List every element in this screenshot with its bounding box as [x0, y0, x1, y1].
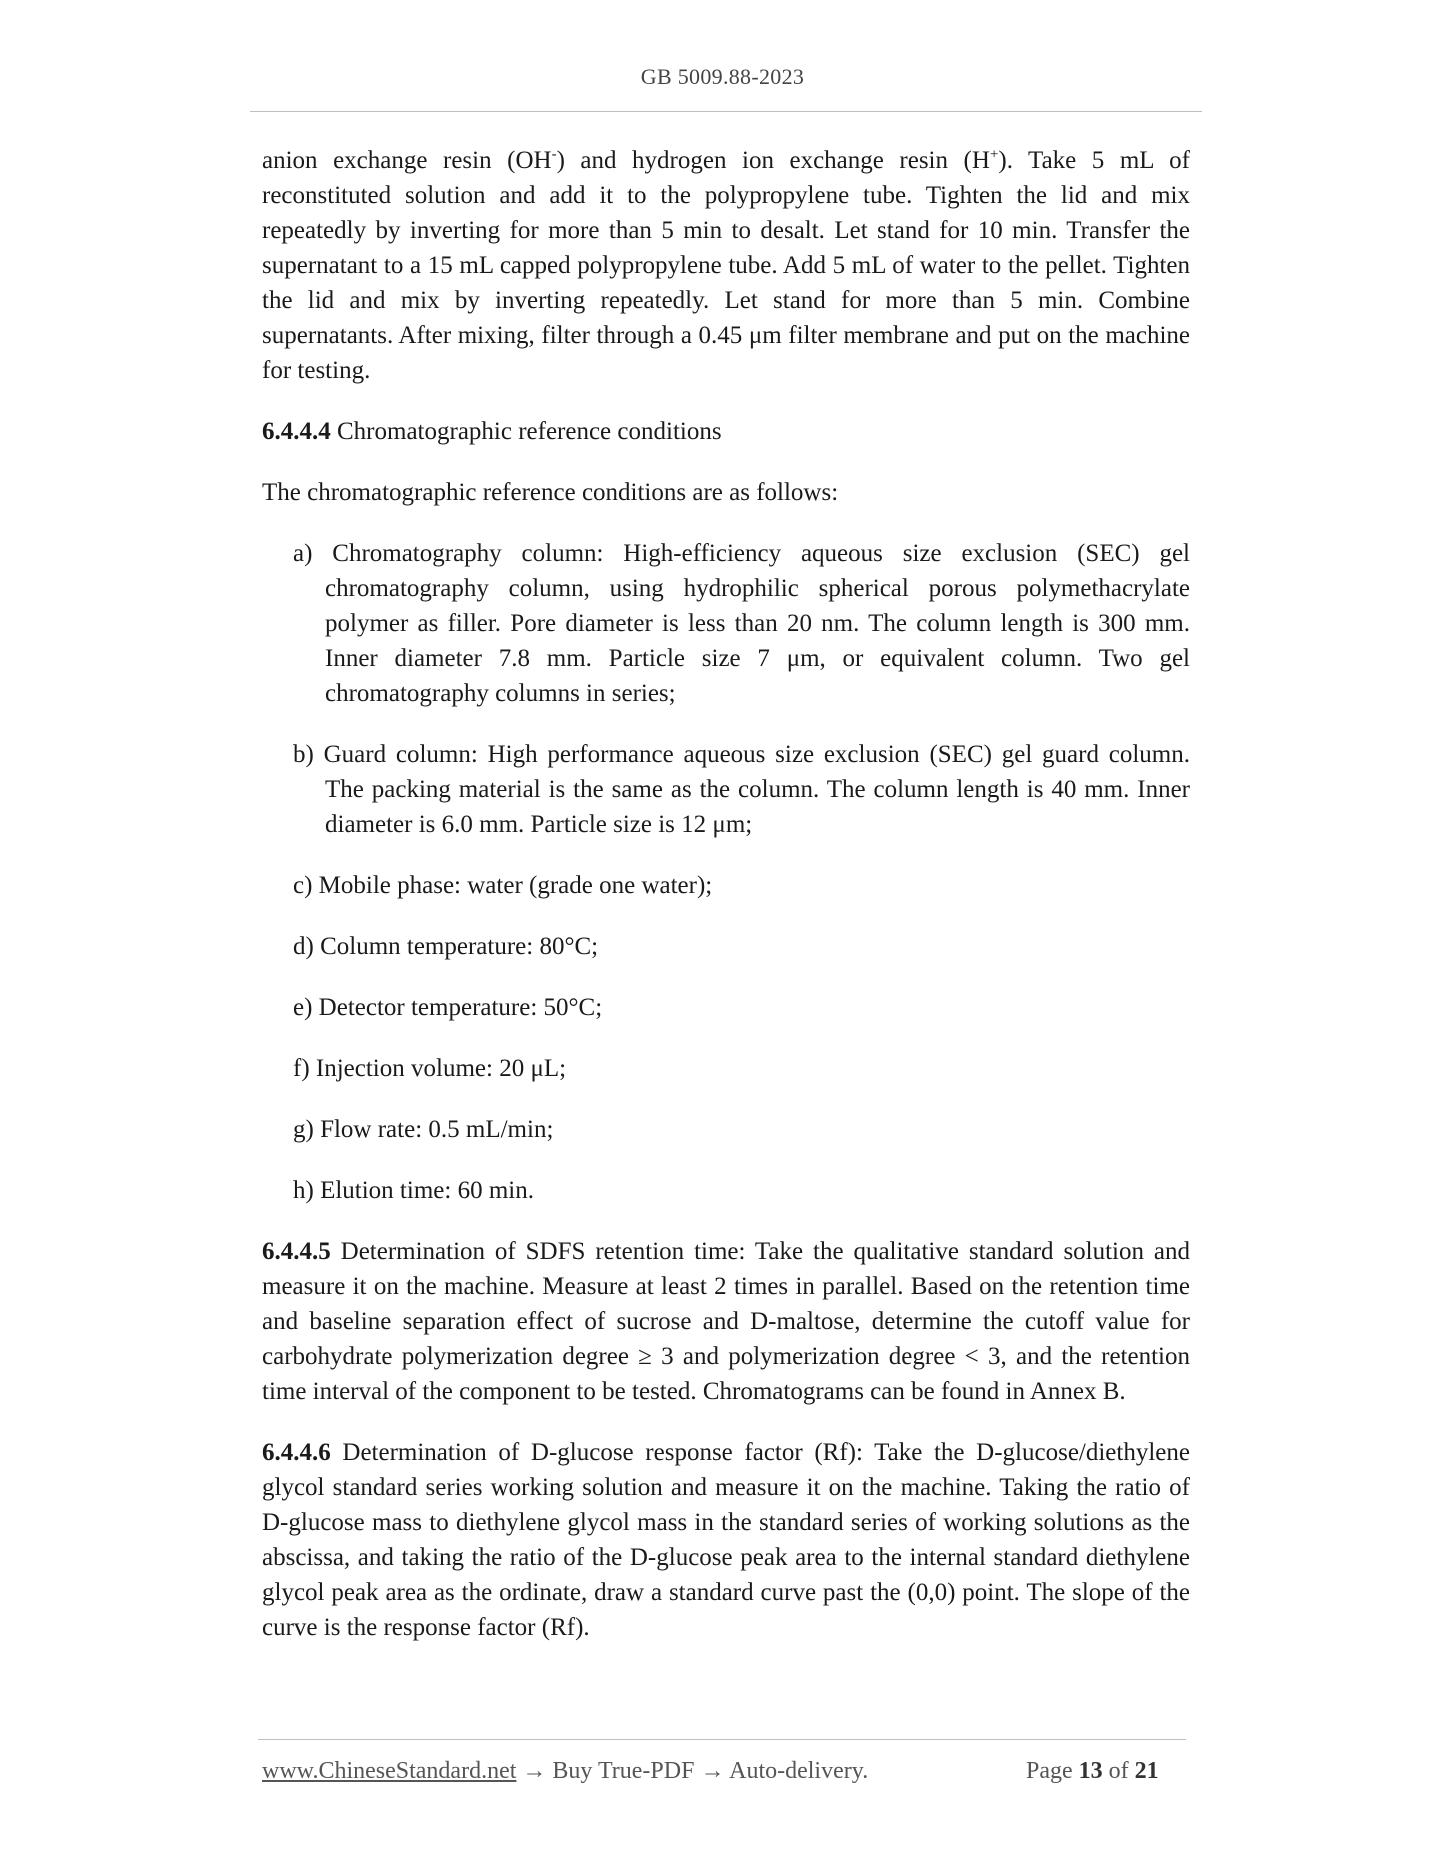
- document-body: [262, 143, 1190, 1671]
- section-title: Chromatographic reference conditions: [337, 418, 722, 445]
- list-item-elution-time: h) Elution time: 60 min.: [293, 1177, 534, 1204]
- list-item-flow-rate: g) Flow rate: 0.5 mL/min;: [293, 1116, 554, 1143]
- section-number: 6.4.4.6: [262, 1439, 331, 1466]
- list-item-mobile-phase: c) Mobile phase: water (grade one water);: [293, 872, 713, 899]
- paragraph-resin-desalting: anion exchange resin (OH-) and hydrogen ion exchange resin (H+). Take 5 mL of reconstituted solution and add it to the polypropylene tube. Tighten the lid and mix repeatedly by inverting for more than 5 min to desalt. Let stand for 10 min. Transfer the supernatant to a 15 mL capped polypropylene tube. Add 5 mL of water to the pellet. Tighten the lid and mix by inverting repeatedly. Let stand for more than 5 min. Combine supernatants. After mixing, filter through a 0.45 μm filter membrane and put on the machine for testing.: [262, 146, 1190, 384]
- site-link[interactable]: www.ChineseStandard.net: [262, 1758, 517, 1784]
- total-pages: 21: [1134, 1758, 1159, 1784]
- section-number: 6.4.4.4: [262, 418, 331, 445]
- superscript-plus: +: [989, 146, 999, 163]
- conditions-list: [293, 536, 1190, 1208]
- page-header: GB 5009.88-2023: [640, 64, 805, 89]
- page-number: Page 13 of 21: [1026, 1758, 1159, 1784]
- section-6-4-4-6: 6.4.4.6 Determination of D-glucose response factor (Rf): Take the D-glucose/diethylene glycol standard series working solution and measure it on the machine. Taking the ratio of D-glucose mass to diethylene glycol mass in the standard series of working solutions as the abscissa, and taking the ratio of the D-glucose peak area to the internal standard diethylene glycol peak area as the ordinate, draw a standard curve past the (0,0) point. The slope of the curve is the response factor (Rf).: [262, 1439, 1190, 1641]
- superscript-minus: -: [551, 146, 557, 163]
- list-item-detector-temperature: e) Detector temperature: 50°C;: [293, 994, 603, 1021]
- section-number: 6.4.4.5: [262, 1238, 331, 1265]
- current-page: 13: [1078, 1758, 1103, 1784]
- footer-links: [262, 1758, 868, 1785]
- section-6-4-4-5: 6.4.4.5 Determination of SDFS retention time: Take the qualitative standard solution and measure it on the machine. Measure at least 2 times in parallel. Based on the retention time and baseline separation effect of sucrose and D-maltose, determine the cutoff value for carbohydrate polymerization degree ≥ 3 and polymerization degree < 3, and the retention time interval of the component to be tested. Chromatograms can be found in Annex B.: [262, 1238, 1190, 1405]
- header-divider: [250, 111, 1202, 112]
- footer-divider: [258, 1739, 1186, 1740]
- footer-tagline: → Buy True-PDF → Auto-delivery.: [516, 1758, 869, 1784]
- list-item-injection-volume: f) Injection volume: 20 μL;: [293, 1055, 567, 1082]
- section-heading-6-4-4-4: [262, 414, 1190, 449]
- list-item-column-temperature: d) Column temperature: 80°C;: [293, 933, 599, 960]
- conditions-intro: The chromatographic reference conditions are as follows:: [262, 479, 839, 506]
- list-item-column: a) Chromatography column: High-efficiency aqueous size exclusion (SEC) gel chromatography column, using hydrophilic spherical porous polymethacrylate polymer as filler. Pore diameter is less than 20 nm. The column length is 300 mm. Inner diameter 7.8 mm. Particle size 7 μm, or equivalent column. Two gel chromatography columns in series;: [293, 540, 1190, 707]
- list-item-guard-column: b) Guard column: High performance aqueous size exclusion (SEC) gel guard column. The packing material is the same as the column. The column length is 40 mm. Inner diameter is 6.0 mm. Particle size is 12 μm;: [293, 741, 1190, 838]
